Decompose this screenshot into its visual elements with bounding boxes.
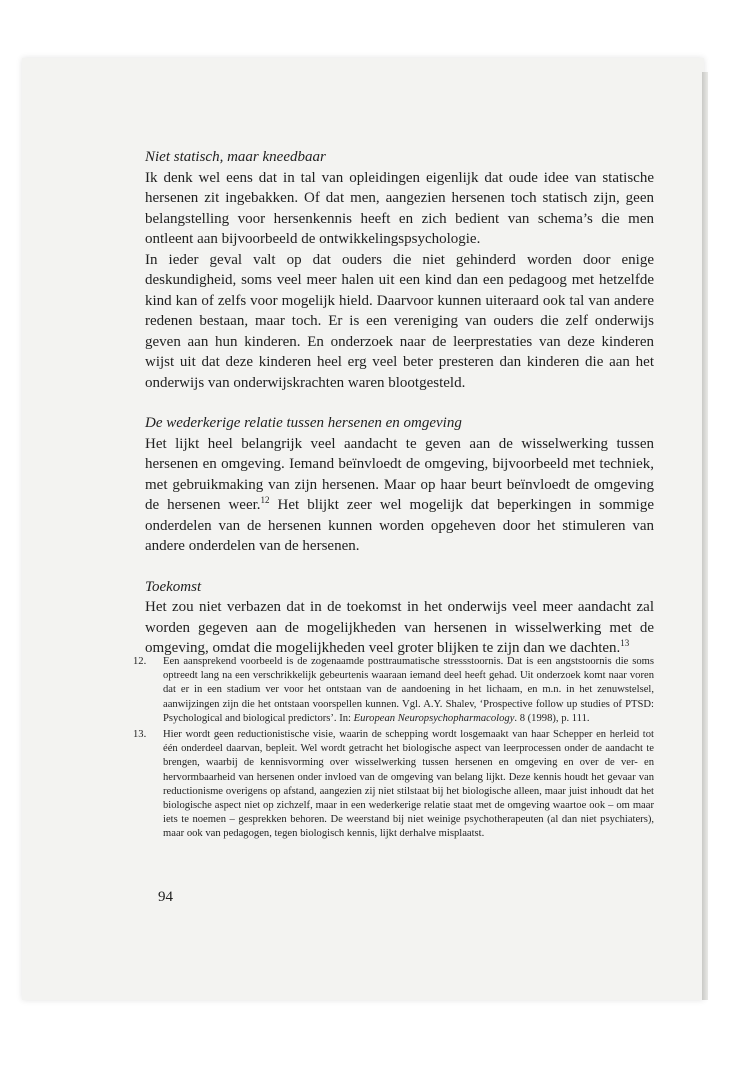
paragraph-text: Het lijkt heel belangrijk veel aandacht te geven aan de wisselwerking tussen hersenen en omgeving. Iemand beïnvloedt de omgeving, bijvoorbeeld met techniek, met gebruikmaking van zijn hersenen. Maar op haar beurt beïnvloedt de omgeving de hersenen weer.	[145, 435, 654, 513]
paragraph	[145, 434, 654, 557]
paragraph	[145, 597, 654, 659]
footnote-text-part: Een aansprekend voorbeeld is de zogenaamde posttraumatische stressstoornis. Dat is een angststoornis die soms optreedt lang na een verschrikkelijk gebeurtenis waaraan iemand deel heeft gehad. Uit onderzoek komt naar voren dat er in een stadium ver voor het ontstaan van de aandoening in het lichaam, en m.n. in het zenuwstelsel, aanwijzingen zijn die het ontstaan voorspellen kunnen. Vgl. A.Y. Shalev, ‘Prospective follow up studies of PTSD: Psychological and biological predictors’. In:	[163, 656, 654, 724]
paragraph: Ik denk wel eens dat in tal van opleidingen eigenlijk dat oude idee van statische hersenen zit ingebakken. Of dat men, aangezien hersenen toch statisch zijn, geen belangstelling voor hersenkennis heeft en zich bedient van schema’s die men ontleent aan bijvoorbeeld de ontwikkelingspsychologie.	[145, 169, 654, 247]
footnote-text-part: . 8 (1998), p. 111.	[514, 712, 590, 724]
footnote-number: 12.	[133, 656, 147, 667]
section-heading-wederkerige-relatie: De wederkerige relatie tussen hersenen en omgeving	[145, 415, 462, 431]
paragraph-text: Het zou niet verbazen dat in de toekomst in het onderwijs veel meer aandacht zal worden gegeven aan de mogelijkheden van hersenen in wisselwerking met de omgeving, omdat die mogelijkheden veel groter blijken te zijn dan we dachten.	[145, 599, 654, 656]
footnote-text	[163, 655, 654, 726]
journal-title: European Neuropsychopharmacology	[353, 712, 515, 724]
footnote-text: Hier wordt geen reductionistische visie, waarin de schepping wordt losgemaakt van haar Schepper en herleid tot één onderdeel daarvan, bepleit. Wel wordt getracht het biologische aspect van leerprocessen onder de aandacht te brengen, waarbij de kennisvorming over wisselwerking tussen hersenen en omgeving en over de ver- en hervormbaarheid van hersenen onder invloed van de omgeving van belang lijkt. Deze kennis houdt het gevaar van reductionisme overigens op afstand, aangezien zij niet stilstaat bij het biologische alleen, maar juist inhoudt dat het biologische aspect niet op zichzelf, maar in een wederkerige relatie staat met de omgeving waartoe ook – om maar iets te noemen – gesprekken behoren. De weerstand bij niet weinige psychotherapeuten (al dan niet psychiaters), maar ook van pedagogen, tegen biologisch kennis, lijkt derhalve misplaatst.	[163, 729, 654, 840]
paragraph-text: Het blijkt zeer wel mogelijk dat beperkingen in sommige onderdelen van de hersenen kunnen worden opgeheven door het stimuleren van andere onderdelen van de hersenen.	[145, 497, 654, 554]
page-edge	[702, 72, 708, 1000]
page-number: 94	[158, 889, 173, 905]
footnote	[133, 728, 654, 842]
body-text	[145, 147, 654, 659]
footnotes	[133, 655, 654, 844]
section-heading-niet-statisch: Niet statisch, maar kneedbaar	[145, 149, 326, 165]
footnote-ref[interactable]: 12	[260, 495, 270, 505]
section-heading-toekomst: Toekomst	[145, 578, 202, 595]
paragraph: In ieder geval valt op dat ouders die niet gehinderd worden door enige deskundigheid, soms veel meer halen uit een kind dan een pedagoog met hetzelfde kind kan of zelfs voor mogelijk hield. Daarvoor kunnen uiteraard ook tal van andere redenen bestaan, maar toch. Er is een vereniging van ouders die zelf onderwijs geven aan hun kinderen. En onderzoek naar de leerprestaties van deze kinderen wijst uit dat deze kinderen heel erg veel beter presteren dan kinderen die aan het onderwijs van onderwijskrachten waren blootgesteld.	[145, 251, 654, 391]
footnote-number: 13.	[133, 729, 147, 741]
footnote	[133, 655, 654, 726]
footnote-ref[interactable]: 13	[620, 638, 630, 648]
